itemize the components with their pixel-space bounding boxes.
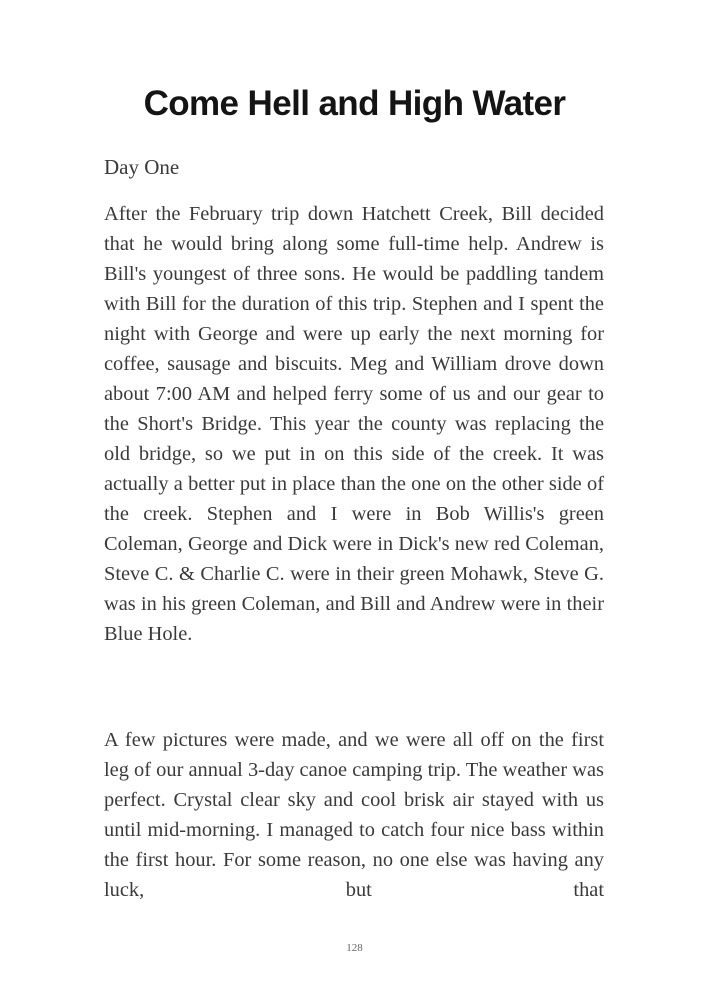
page-number: 128	[346, 942, 363, 954]
body-paragraph: A few pictures were made, and we were all off on the first leg of our annual 3-day canoe camping trip. The weather was perfect. Crystal clear sky and cool brisk air stayed with us until mid-morning. I managed to catch four nice bass within the first hour. For some reason, no one else was having any luck, but that	[104, 729, 604, 901]
chapter-title: Come Hell and High Water	[143, 84, 566, 123]
body-paragraph: After the February trip down Hatchett Creek, Bill decided that he would bring along some full-time help. Andrew is Bill's youngest of three sons. He would be paddling tandem with Bill for the duration of this trip. Stephen and I spent the night with George and were up early the next morning for coffee, sausage and biscuits. Meg and William drove down about 7:00 AM and helped ferry some of us and our gear to the Short's Bridge. This year the county was replacing the old bridge, so we put in on this side of the creek. It was actually a better put in place than the one on the other side of the creek. Stephen and I were in Bob Willis's green Coleman, George and Dick were in Dick's new red Coleman, Steve C. & Charlie C. were in their green Mohawk, Steve G. was in his green Coleman, and Bill and Andrew were in their Blue Hole.	[104, 203, 604, 645]
section-subheading: Day One	[104, 155, 180, 179]
